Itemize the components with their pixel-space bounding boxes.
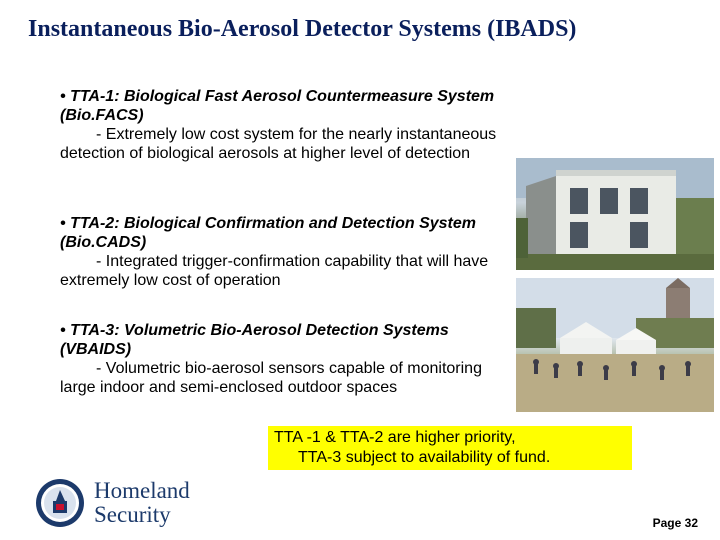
bullet-acronym: Bio.CADS (65, 234, 141, 251)
bullet-description (60, 252, 510, 290)
bullet-heading (60, 321, 510, 359)
priority-note-line-1: TTA -1 & TTA-2 are higher priority, (274, 429, 516, 446)
bullet-heading-suffix: ) (125, 341, 132, 358)
dhs-seal-icon (34, 477, 88, 529)
bullet-heading-suffix: ) (138, 107, 144, 124)
bullet-heading (60, 214, 510, 252)
homeland-security-logo (34, 477, 224, 529)
bullet-tta-3 (60, 321, 510, 397)
logo-line-1: Homeland (94, 478, 190, 503)
bullet-description-text: - Integrated trigger-confirmation capability that will have extremely low cost of operation (60, 253, 489, 289)
bullet-description-text: - Volumetric bio-aerosol sensors capable of monitoring large indoor and semi-enclosed outdoor spaces (60, 360, 482, 396)
priority-note (268, 426, 632, 470)
bullet-description (60, 359, 510, 397)
priority-note-line-2: TTA-3 subject to availability of fund. (298, 449, 551, 466)
logo-wordmark (94, 479, 190, 527)
page-number: Page 32 (652, 516, 698, 530)
outdoor-event-photo (516, 278, 714, 412)
bullet-description (60, 125, 510, 163)
bullet-tta-2 (60, 214, 510, 290)
bullet-heading-text: • TTA-3: Volumetric Bio-Aerosol Detection Systems ( (60, 322, 449, 358)
slide-title: Instantaneous Bio-Aerosol Detector Systems (IBADS) (28, 16, 577, 42)
bullet-acronym: Bio.FACS (65, 107, 139, 124)
building-photo (516, 158, 714, 270)
bullet-tta-1 (60, 87, 510, 163)
bullet-acronym: VBAIDS (65, 341, 126, 358)
bullet-description-text: - Extremely low cost system for the nearly instantaneous detection of biological aerosols at higher level of detection (60, 126, 497, 162)
logo-line-2: Security (94, 502, 171, 527)
bullet-heading-suffix: ) (140, 234, 147, 251)
bullet-heading-text: • TTA-2: Biological Confirmation and Detection System ( (60, 215, 477, 251)
bullet-heading-text: • TTA-1: Biological Fast Aerosol Countermeasure System ( (60, 88, 495, 124)
bullet-heading (60, 87, 510, 125)
